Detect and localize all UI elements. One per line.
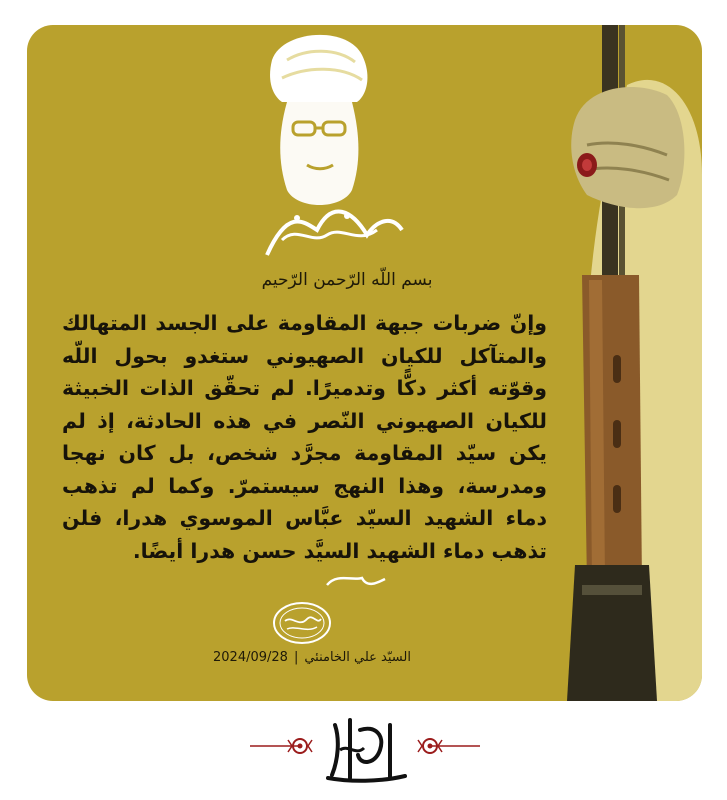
- portrait-illustration: [227, 30, 407, 265]
- date: 2024/09/28: [213, 650, 288, 665]
- basmala: بسم اللّه الرّحمن الرّحيم: [261, 270, 433, 290]
- attribution-line: [147, 650, 477, 665]
- separator: |: [293, 650, 299, 665]
- poster-card: [27, 25, 702, 701]
- brand-logo: [240, 710, 490, 790]
- quote-text: وإنّ ضربات جبهة المقاومة على الجسد المتهالك والمتآكل للكيان الصهيوني ستغدو بحول اللّه وقوّته أكثر دكًّا وتدميرًا. لم تحقّق الذات الخبيثة للكيان الصهيوني النّصر في هذه الحادثة، إذ لم يكن سيّد المقاومة مجرَّد شخص، بل كان نهجا ومدرسة، وهذا النهج سيستمرّ. وكما لم تذهب دماء الشهيد السيّد عبَّاس الموسوي هدرا، فلن تذهب دماء الشهيد السيَّد حسن هدرا أيضًا.: [62, 311, 547, 563]
- signature-seal: [267, 573, 397, 651]
- author-name: السيّد علي الخامنئي: [304, 650, 411, 665]
